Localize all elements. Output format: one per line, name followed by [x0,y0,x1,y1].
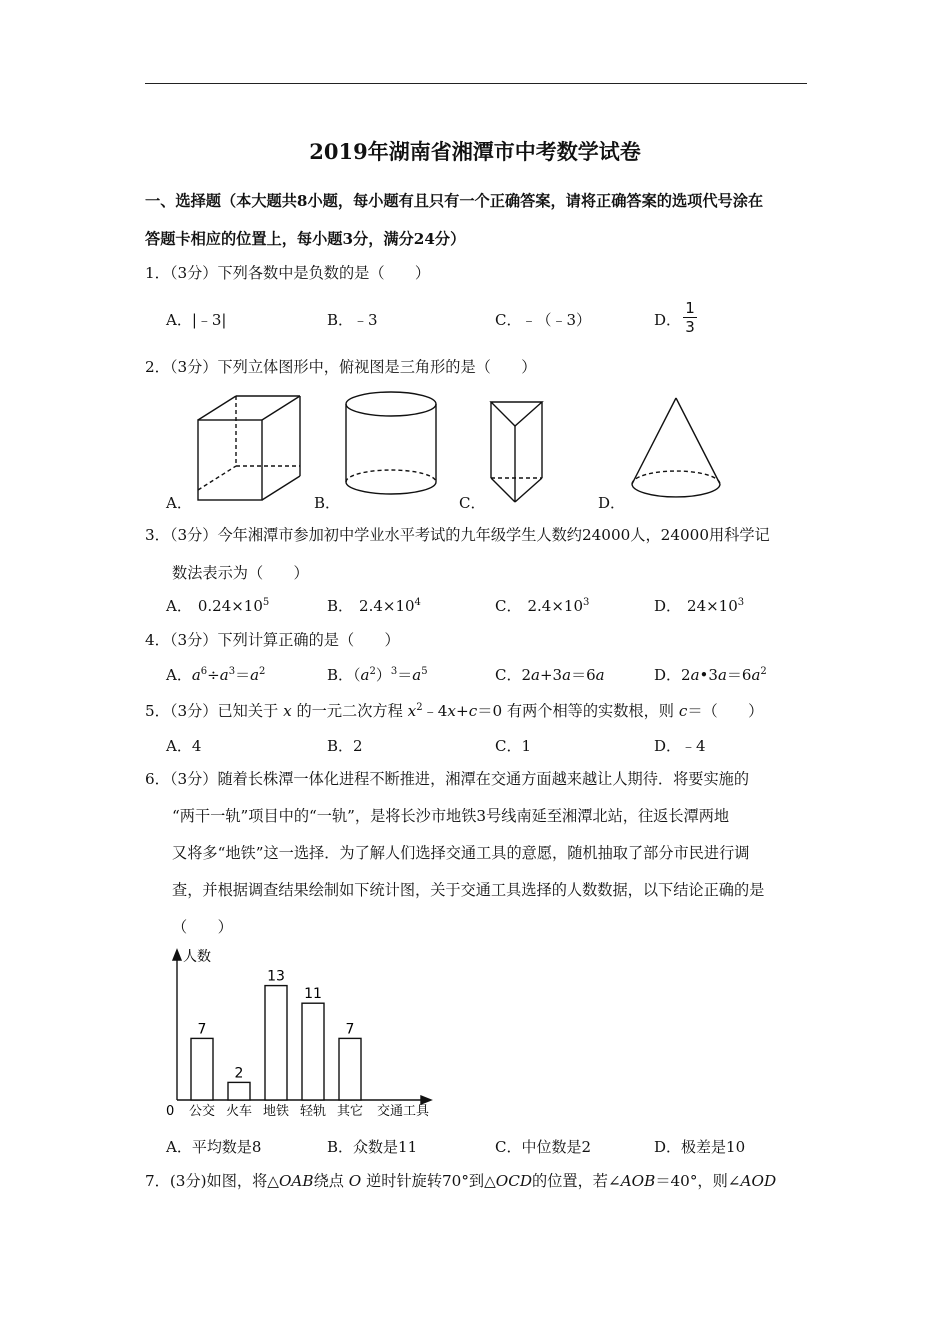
q6-stem-line3: 又将多“地铁”这一选择．为了解人们选择交通工具的意愿，随机抽取了部分市民进行调 [172,844,750,862]
bar-轻轨 [302,1003,324,1100]
fraction-numerator: 1 [685,299,695,317]
q5-option-d: D．﹣4 [654,737,706,755]
y-axis-arrow [173,950,181,960]
bar-火车 [228,1082,250,1100]
y-axis-label: 人数 [183,949,211,965]
q6-stem-line1: 6．（3分）随着长株潭一体化进程不断推进，湘潭在交通方面越来越让人期待．将要实施的 [145,770,750,788]
fraction-denominator: 3 [685,318,695,336]
q1-option-a: A．|﹣3| [166,311,227,329]
x-tick-label: 地铁 [262,1104,290,1119]
q6-option-a: A．平均数是8 [166,1138,262,1156]
q3-stem-line1: 3．（3分）今年湘潭市参加初中学业水平考试的九年级学生人数约24000人，24000用科学记 [145,526,770,544]
x-tick-label: 其它 [336,1104,364,1119]
bar-value-label: 13 [267,968,285,985]
q4-option-a: A．$a^6\div a^3=a^2$ [166,666,266,684]
q5-stem: 5．（3分）已知关于 x 的一元二次方程 $x^2﹣4x+c=0$ 有两个相等的实数根，则 c＝（ ） [145,702,764,720]
x-axis-label: 交通工具 [377,1104,430,1119]
x-tick-label: 公交 [188,1104,216,1119]
q6-option-b: B．众数是11 [327,1138,418,1156]
q4-stem: 4．（3分）下列计算正确的是（ ） [145,631,400,649]
bar-地铁 [265,986,287,1100]
q7-stem: 7．(3分)如图，将△OAB绕点 O 逆时针旋转70°到△OCD的位置，若∠AOB＝40°，则∠AOD [145,1172,777,1190]
section-heading-line2: 答题卡相应的位置上，每小题3分，满分24分） [145,230,466,248]
bar-value-label: 2 [234,1065,244,1082]
q2-option-c: C． [459,494,486,512]
q2-stem: 2．（3分）下列立体图形中，俯视图是三角形的是（ ） [145,358,537,376]
x-axis-arrow [421,1096,431,1104]
q6-stem-line5: （ ） [172,918,233,936]
bar-其它 [339,1038,361,1100]
bar-value-label: 11 [304,986,322,1003]
q4-option-d: D．$2a•3a=6a^2$ [654,666,767,684]
q1-stem: 1．（3分）下列各数中是负数的是（ ） [145,264,431,282]
q2-option-d: D． [598,494,626,512]
q6-stem-line2: “两干一轨”项目中的“一轨”，是将长沙市地铁3号线南延至湘潭北站，往返长潭两地 [172,807,730,825]
x-tick-label: 轻轨 [299,1104,327,1119]
q5-option-b: B．2 [327,737,363,755]
q3-option-c: C． $2.4\times 10^3$ [495,597,590,615]
q4-option-c: C．2a+3a＝6a [495,666,605,684]
bar-value-label: 7 [197,1021,207,1038]
q3-option-d: D． $24\times 10^3$ [654,597,745,615]
q1-option-b: B．﹣3 [327,311,378,329]
q1-option-c: C．﹣（﹣3） [495,311,592,329]
q3-stem-line2: 数法表示为（ ） [172,564,309,582]
q3-option-a: A． $0.24\times 10^5$ [166,597,270,615]
q4-option-b: B．$(a^2)^3=a^5$ [327,666,428,684]
q3-option-b: B． $2.4\times 10^4$ [327,597,421,615]
q2-option-a: A． [166,494,192,512]
bar-value-label: 7 [345,1021,355,1038]
x-tick-label: 火车 [225,1104,253,1119]
section-heading-line1: 一、选择题（本大题共8小题，每小题有且只有一个正确答案，请将正确答案的选项代号涂在 [145,192,764,210]
q2-option-b: B． [314,494,341,512]
q1-option-d-label: D． [654,311,682,329]
q6-option-c: C．中位数是2 [495,1138,592,1156]
q6-stem-line4: 查，并根据调查结果绘制如下统计图，关于交通工具选择的人数数据，以下结论正确的是 [172,881,765,899]
q5-option-c: C．1 [495,737,532,755]
q5-option-a: A．4 [166,737,202,755]
page-title: 2019年湖南省湘潭市中考数学试卷 [309,139,641,164]
origin-label: 0 [166,1104,175,1119]
q6-option-d: D．极差是10 [654,1138,746,1156]
bar-公交 [191,1038,213,1100]
